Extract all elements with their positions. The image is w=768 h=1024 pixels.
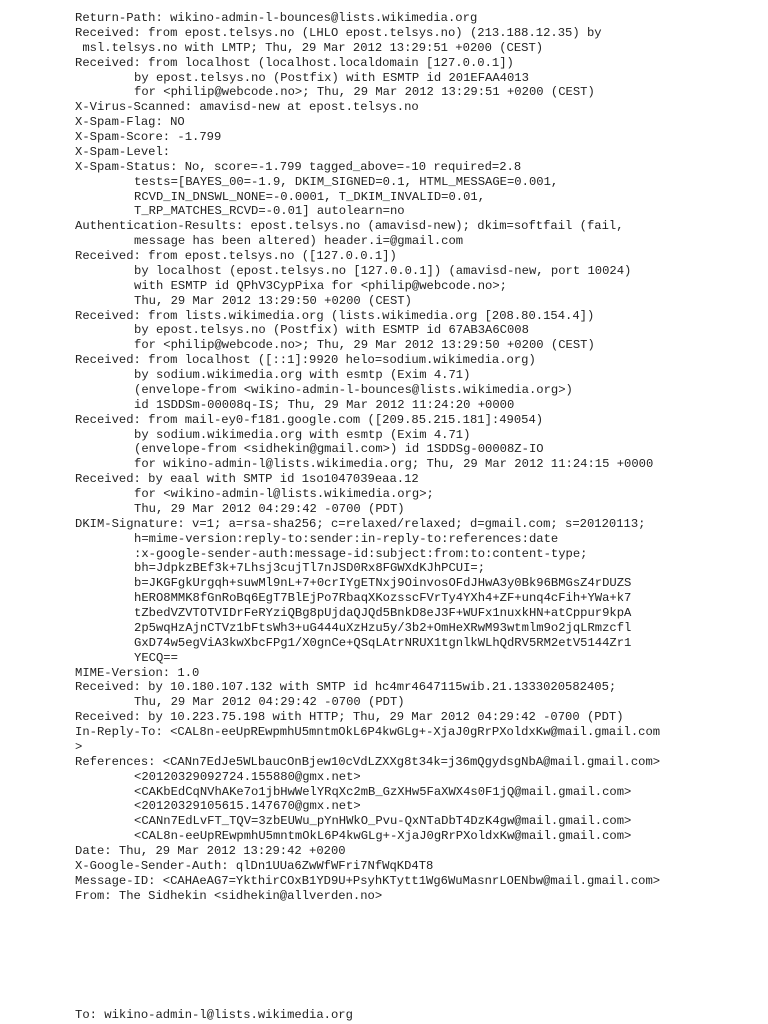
- header-line: References: <CANn7EdJe5WLbaucOnBjew10cVdLZXXg8t34k=j36mQgydsgNbA@mail.gmail.com>: [75, 754, 661, 769]
- header-continuation-line: RCVD_IN_DNSWL_NONE=-0.0001, T_DKIM_INVALID=0.01,: [134, 189, 486, 204]
- header-continuation-line: <CAL8n-eeUpREwpmhU5mntmOkL6P4kwGLg+-XjaJ0gRrPXoldxKw@mail.gmail.com>: [134, 829, 632, 844]
- header-line: MIME-Version: 1.0: [75, 665, 200, 680]
- header-line: Received: by 10.223.75.198 with HTTP; Thu, 29 Mar 2012 04:29:42 -0700 (PDT): [75, 710, 624, 725]
- header-continuation-line: with ESMTP id QPhV3CypPixa for <philip@webcode.no>;: [134, 278, 507, 293]
- header-continuation-line: 2p5wqHzAjnCTVz1bFtsWh3+uG444uXzHzu5y/3b2+OmHeXRwM93wtmlm9o2jqLRmzcfl: [134, 620, 632, 635]
- header-continuation-line: by localhost (epost.telsys.no [127.0.0.1]) (amavisd-new, port 10024): [134, 263, 632, 278]
- header-line: Date: Thu, 29 Mar 2012 13:29:42 +0200: [75, 844, 346, 858]
- header-line: X-Spam-Score: -1.799: [75, 130, 222, 144]
- header-continuation-line: by epost.telsys.no (Postfix) with ESMTP id 67AB3A6C008: [134, 323, 529, 338]
- header-continuation-line: bh=JdpkzBEf3k+7Lhsj3cujTl7nJSD0Rx8FGWXdKJhPCUI=;: [134, 561, 486, 576]
- header-line: X-Virus-Scanned: amavisd-new at epost.telsys.no: [75, 100, 419, 115]
- header-line: Received: from epost.telsys.no ([127.0.0.1]): [75, 249, 397, 263]
- header-continuation-line: for <wikino-admin-l@lists.wikimedia.org>;: [134, 487, 434, 501]
- header-line: Authentication-Results: epost.telsys.no (amavisd-new); dkim=softfail (fail,: [75, 219, 624, 234]
- header-continuation-line: (envelope-from <sidhekin@gmail.com>) id 1SDDSg-00008Z-IO: [134, 442, 544, 457]
- header-continuation-line: T_RP_MATCHES_RCVD=-0.01] autolearn=no: [134, 204, 405, 219]
- blank-space: [75, 904, 765, 1008]
- header-line: msl.telsys.no with LMTP; Thu, 29 Mar 2012 13:29:51 +0200 (CEST): [75, 40, 544, 55]
- header-continuation-line: <20120329092724.155880@gmx.net>: [134, 769, 361, 784]
- header-continuation-line: tests=[BAYES_00=-1.9, DKIM_SIGNED=0.1, HTML_MESSAGE=0.001,: [134, 174, 559, 189]
- header-line: X-Google-Sender-Auth: qlDn1UUa6ZwWfWFri7NfWqKD4T8: [75, 858, 434, 873]
- header-line: DKIM-Signature: v=1; a=rsa-sha256; c=relaxed/relaxed; d=gmail.com; s=20120113;: [75, 516, 646, 531]
- header-line: Received: from epost.telsys.no (LHLO epost.telsys.no) (213.188.12.35) by: [75, 25, 602, 40]
- header-line: Received: from mail-ey0-f181.google.com ([209.85.215.181]:49054): [75, 412, 544, 427]
- header-line: To: wikino-admin-l@lists.wikimedia.org: [75, 1007, 353, 1022]
- header-line: In-Reply-To: <CAL8n-eeUpREwpmhU5mntmOkL6P4kwGLg+-XjaJ0gRrPXoldxKw@mail.gmail.com: [75, 725, 661, 739]
- header-continuation-line: by sodium.wikimedia.org with esmtp (Exim 4.71): [134, 368, 471, 382]
- header-line: Received: from localhost ([::1]:9920 helo=sodium.wikimedia.org): [75, 353, 536, 368]
- header-line: Received: from localhost (localhost.localdomain [127.0.0.1]): [75, 55, 514, 70]
- header-continuation-line: Thu, 29 Mar 2012 04:29:42 -0700 (PDT): [134, 501, 405, 516]
- header-continuation-line: message has been altered) header.i=@gmail.com: [134, 234, 464, 249]
- header-continuation-line: <CANn7EdLvFT_TQV=3zbEUWu_pYnHWkO_Pvu-QxNTaDbT4DzK4gw@mail.gmail.com>: [134, 814, 632, 829]
- header-line: Return-Path: wikino-admin-l-bounces@lists.wikimedia.org: [75, 11, 478, 25]
- header-line: X-Spam-Flag: NO: [75, 115, 185, 130]
- header-continuation-line: by sodium.wikimedia.org with esmtp (Exim 4.71): [134, 427, 471, 442]
- header-continuation-line: Thu, 29 Mar 2012 13:29:50 +0200 (CEST): [134, 293, 412, 308]
- header-continuation-line: hERO8MMK8fGnRoBq6EgT7BlEjPo7RbaqXKozsscFVrTy4YXh4+ZF+unq4cFih+YWa+k7: [134, 591, 632, 606]
- header-line: Received: by 10.180.107.132 with SMTP id hc4mr4647115wib.21.1333020582405;: [75, 680, 617, 695]
- header-line: From: The Sidhekin <sidhekin@allverden.no>: [75, 888, 383, 903]
- header-block: [75, 11, 765, 904]
- footer-block: [75, 1008, 765, 1023]
- header-continuation-line: for wikino-admin-l@lists.wikimedia.org; Thu, 29 Mar 2012 11:24:15 +0000: [134, 457, 654, 472]
- header-line: Received: by eaal with SMTP id 1so1047039eaa.12: [75, 472, 419, 487]
- header-continuation-line: GxD74w5egViA3kwXbcFPg1/X0gnCe+QSqLAtrNRUX1tgnlkWLhQdRV5RM2etV5144Zr1: [134, 635, 632, 650]
- header-continuation-line: h=mime-version:reply-to:sender:in-reply-to:references:date: [134, 531, 559, 546]
- header-continuation-line: for <philip@webcode.no>; Thu, 29 Mar 2012 13:29:50 +0200 (CEST): [134, 338, 595, 353]
- email-raw-headers: [75, 11, 765, 1022]
- header-continuation-line: (envelope-from <wikino-admin-l-bounces@lists.wikimedia.org>): [134, 382, 573, 397]
- header-line: >: [75, 739, 83, 754]
- header-line: X-Spam-Level:: [75, 144, 171, 159]
- header-continuation-line: Thu, 29 Mar 2012 04:29:42 -0700 (PDT): [134, 695, 405, 710]
- header-continuation-line: tZbedVZVTOTVIDrFeRYziQBg8pUjdaQJQd5BnkD8eJ3F+WUFx1nuxkHN+atCppur9kpA: [134, 606, 632, 620]
- header-continuation-line: id 1SDDSm-00008q-IS; Thu, 29 Mar 2012 11:24:20 +0000: [134, 397, 515, 412]
- header-continuation-line: <20120329105615.147670@gmx.net>: [134, 799, 361, 814]
- header-line: Message-ID: <CAHAeAG7=YkthirCOxB1YD9U+PsyhKTytt1Wg6WuMasnrLOENbw@mail.gmail.com>: [75, 873, 661, 888]
- header-continuation-line: <CAKbEdCqNVhAKe7o1jbHwWelYRqXc2mB_GzXHw5FaXWX4s0F1jQ@mail.gmail.com>: [134, 784, 632, 799]
- header-line: Received: from lists.wikimedia.org (lists.wikimedia.org [208.80.154.4]): [75, 308, 595, 323]
- header-continuation-line: b=JKGFgkUrgqh+suwMl9nL+7+0crIYgETNxj9OinvosOFdJHwA3y0Bk96BMGsZ4rDUZS: [134, 576, 632, 591]
- header-continuation-line: for <philip@webcode.no>; Thu, 29 Mar 2012 13:29:51 +0200 (CEST): [134, 85, 595, 100]
- header-continuation-line: by epost.telsys.no (Postfix) with ESMTP id 201EFAA4013: [134, 70, 529, 85]
- header-continuation-line: YECQ==: [134, 650, 178, 665]
- header-line: X-Spam-Status: No, score=-1.799 tagged_above=-10 required=2.8: [75, 159, 522, 174]
- header-continuation-line: :x-google-sender-auth:message-id:subject:from:to:content-type;: [134, 546, 588, 561]
